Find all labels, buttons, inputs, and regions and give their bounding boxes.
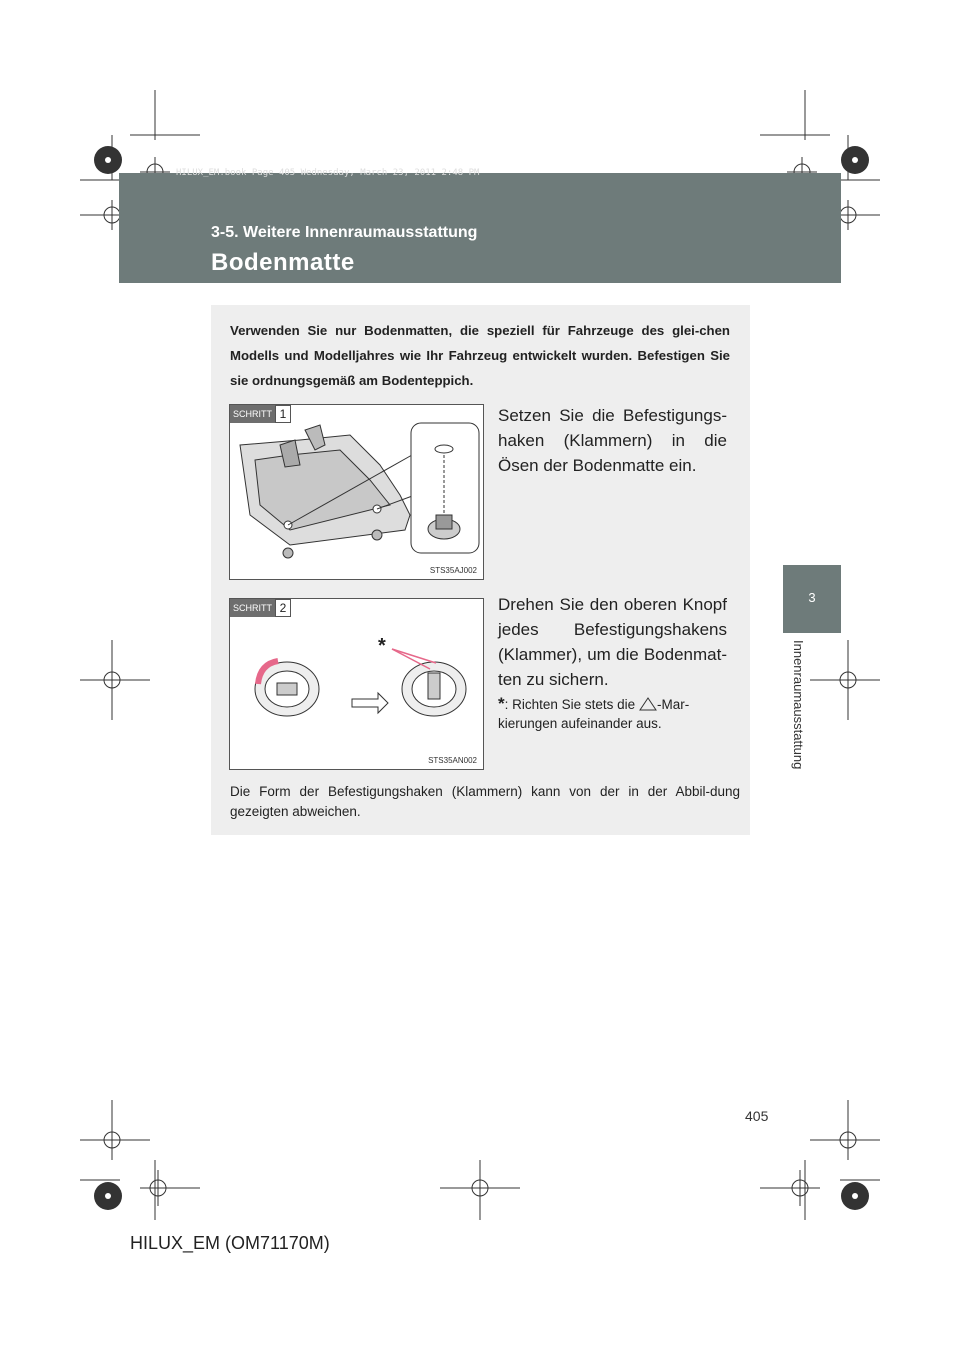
step-1-text: Setzen Sie die Befestigungs-haken (Klammern) in die Ösen der Bodenmatte ein. xyxy=(498,406,727,475)
footnote-marker: * xyxy=(498,694,505,713)
figure-step-2 xyxy=(229,598,484,770)
figure-step-1 xyxy=(229,404,484,580)
figure-star: * xyxy=(378,635,386,657)
book-meta: HILUX_EM.book Page 405 Wednesday, March 23, 2011 2:48 PM xyxy=(176,168,480,178)
triangle-marker-icon xyxy=(639,695,657,714)
closing-note: Die Form der Befestigungshaken (Klammern) kann von der in der Abbil-dung gezeigten abweichen. xyxy=(230,784,740,819)
figure-code: STS35AN002 xyxy=(428,756,477,765)
footnote xyxy=(498,694,738,733)
page-title: Bodenmatte xyxy=(211,249,355,276)
chapter-label-text: Innenraumausstattung xyxy=(791,640,806,770)
section-title: 3-5. Weitere Innenraumausstattung xyxy=(211,224,478,241)
floor-mat-illustration-icon xyxy=(230,405,483,579)
step-2-text: Drehen Sie den oberen Knopf jedes Befestigungshakens (Klammer), um die Bodenmat-ten zu sichern. xyxy=(498,595,727,689)
step-word: SCHRITT xyxy=(230,599,275,617)
chapter-label xyxy=(784,640,808,860)
step-word: SCHRITT xyxy=(230,405,275,423)
model-code: HILUX_EM (OM71170M) xyxy=(130,1233,330,1253)
chapter-number: 3 xyxy=(808,590,816,605)
step-number: 1 xyxy=(275,405,291,423)
figure-code: STS35AJ002 xyxy=(429,566,477,575)
page-number: 405 xyxy=(745,1108,769,1124)
step-number: 2 xyxy=(275,599,291,617)
knob-rotation-illustration-icon xyxy=(230,599,483,769)
intro-text: Verwenden Sie nur Bodenmatten, die speziell für Fahrzeuge des glei-chen Modells und Modelljahres wie Ihr Fahrzeug entwickelt wurden. Befestigen Sie sie ordnungsgemäß am Bodenteppich. xyxy=(230,323,730,388)
footnote-text-after: -Mar-kierungen aufeinander aus. xyxy=(498,697,690,731)
footnote-text-before: : Richten Sie stets die xyxy=(504,697,636,712)
